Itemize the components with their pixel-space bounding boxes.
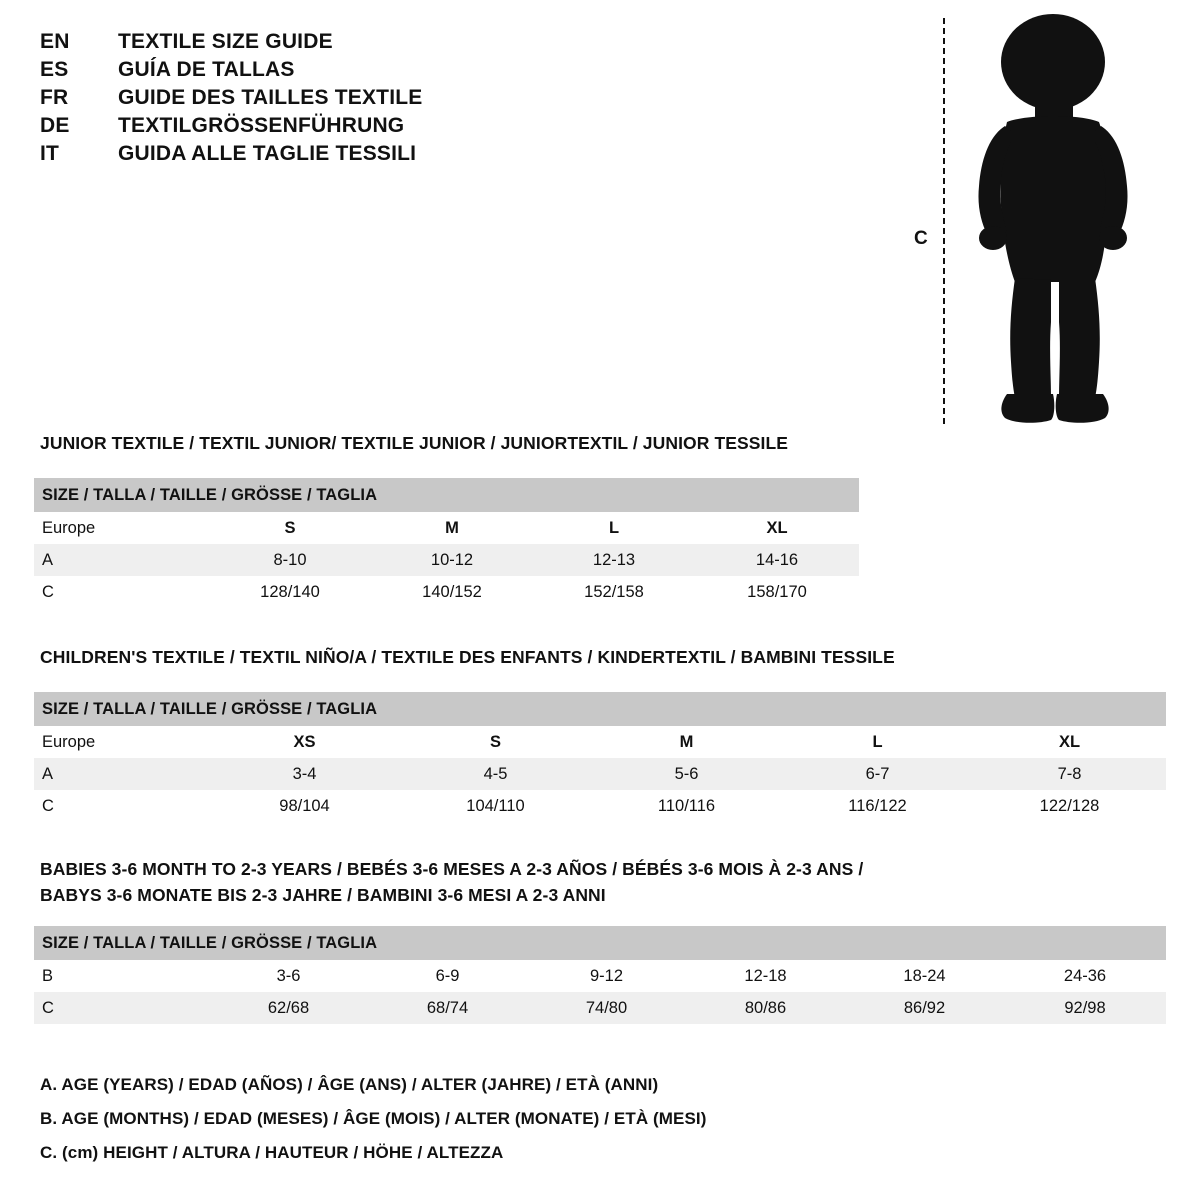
cell: 4-5 <box>400 758 591 790</box>
cell: 152/158 <box>533 576 695 608</box>
cell: 158/170 <box>695 576 859 608</box>
cell: 62/68 <box>209 992 368 1024</box>
language-header <box>40 30 660 170</box>
header-row <box>40 114 660 138</box>
cell: 18-24 <box>845 960 1004 992</box>
cell: 3-4 <box>209 758 400 790</box>
table-band-label: SIZE / TALLA / TAILLE / GRÖSSE / TAGLIA <box>34 926 1166 960</box>
cell: 74/80 <box>527 992 686 1024</box>
table-band-label: SIZE / TALLA / TAILLE / GRÖSSE / TAGLIA <box>34 478 859 512</box>
header-row <box>40 30 660 54</box>
cell: 6-7 <box>782 758 973 790</box>
section-title-junior: JUNIOR TEXTILE / TEXTIL JUNIOR/ TEXTILE JUNIOR / JUNIORTEXTIL / JUNIOR TESSILE <box>40 433 789 453</box>
cell: 122/128 <box>973 790 1166 822</box>
cell: 86/92 <box>845 992 1004 1024</box>
row-label: Europe <box>34 726 209 758</box>
toddler-silhouette-icon <box>955 10 1150 425</box>
cell: 98/104 <box>209 790 400 822</box>
header-row <box>40 58 660 82</box>
table-row <box>34 992 1166 1024</box>
cell: 12-13 <box>533 544 695 576</box>
cell: 14-16 <box>695 544 859 576</box>
section-title-babies-line1: BABIES 3-6 MONTH TO 2-3 YEARS / BEBÉS 3-6 MESES A 2-3 AÑOS / BÉBÉS 3-6 MOIS À 2-3 ANS / <box>40 859 864 879</box>
cell: S <box>209 512 371 544</box>
cell: 104/110 <box>400 790 591 822</box>
table-row <box>34 512 859 544</box>
table-row <box>34 758 1166 790</box>
cell: 80/86 <box>686 992 845 1024</box>
cell: 7-8 <box>973 758 1166 790</box>
language-title: GUIDA ALLE TAGLIE TESSILI <box>118 142 417 165</box>
height-measurement-figure <box>900 10 1160 430</box>
language-title: TEXTILE SIZE GUIDE <box>118 30 333 53</box>
height-axis-label: C <box>914 228 928 249</box>
language-code: DE <box>40 114 70 137</box>
row-label: B <box>34 960 209 992</box>
table-row <box>34 576 859 608</box>
section-title-children: CHILDREN'S TEXTILE / TEXTIL NIÑO/A / TEXTILE DES ENFANTS / KINDERTEXTIL / BAMBINI TESSILE <box>40 647 895 667</box>
row-label: C <box>34 992 209 1024</box>
cell: 5-6 <box>591 758 782 790</box>
footnote-b: B. AGE (MONTHS) / EDAD (MESES) / ÂGE (MOIS) / ALTER (MONATE) / ETÀ (MESI) <box>40 1109 707 1128</box>
cell: 9-12 <box>527 960 686 992</box>
language-title: GUIDE DES TAILLES TEXTILE <box>118 86 423 109</box>
header-row <box>40 142 660 166</box>
table-header-band <box>34 478 859 512</box>
table-row <box>34 960 1166 992</box>
language-code: FR <box>40 86 69 109</box>
cell: M <box>591 726 782 758</box>
language-title: TEXTILGRÖSSENFÜHRUNG <box>118 114 405 137</box>
table-header-band <box>34 926 1166 960</box>
cell: L <box>782 726 973 758</box>
footnote-a: A. AGE (YEARS) / EDAD (AÑOS) / ÂGE (ANS) / ALTER (JAHRE) / ETÀ (ANNI) <box>40 1075 659 1094</box>
table-row <box>34 790 1166 822</box>
cell: 116/122 <box>782 790 973 822</box>
babies-size-table <box>34 926 1166 1024</box>
table-header-band <box>34 692 1166 726</box>
cell: 128/140 <box>209 576 371 608</box>
table-row <box>34 544 859 576</box>
cell: XS <box>209 726 400 758</box>
section-title-babies-line2: BABYS 3-6 MONATE BIS 2-3 JAHRE / BAMBINI 3-6 MESI A 2-3 ANNI <box>40 885 606 905</box>
children-size-table <box>34 692 1166 822</box>
cell: 68/74 <box>368 992 527 1024</box>
cell: 8-10 <box>209 544 371 576</box>
language-code: ES <box>40 58 69 81</box>
table-row <box>34 726 1166 758</box>
footnotes <box>40 1068 707 1170</box>
table-band-label: SIZE / TALLA / TAILLE / GRÖSSE / TAGLIA <box>34 692 1166 726</box>
cell: 10-12 <box>371 544 533 576</box>
cell: XL <box>973 726 1166 758</box>
cell: 110/116 <box>591 790 782 822</box>
row-label: A <box>34 544 209 576</box>
cell: 12-18 <box>686 960 845 992</box>
cell: 24-36 <box>1004 960 1166 992</box>
row-label: A <box>34 758 209 790</box>
cell: 6-9 <box>368 960 527 992</box>
cell: XL <box>695 512 859 544</box>
row-label: C <box>34 576 209 608</box>
header-row <box>40 86 660 110</box>
cell: M <box>371 512 533 544</box>
height-dashed-line <box>943 18 945 424</box>
language-code: EN <box>40 30 70 53</box>
cell: L <box>533 512 695 544</box>
cell: 3-6 <box>209 960 368 992</box>
junior-size-table <box>34 478 859 608</box>
language-code: IT <box>40 142 60 165</box>
cell: S <box>400 726 591 758</box>
cell: 92/98 <box>1004 992 1166 1024</box>
cell: 140/152 <box>371 576 533 608</box>
row-label: Europe <box>34 512 209 544</box>
row-label: C <box>34 790 209 822</box>
language-title: GUÍA DE TALLAS <box>118 58 295 81</box>
footnote-c: C. (cm) HEIGHT / ALTURA / HAUTEUR / HÖHE / ALTEZZA <box>40 1143 504 1162</box>
